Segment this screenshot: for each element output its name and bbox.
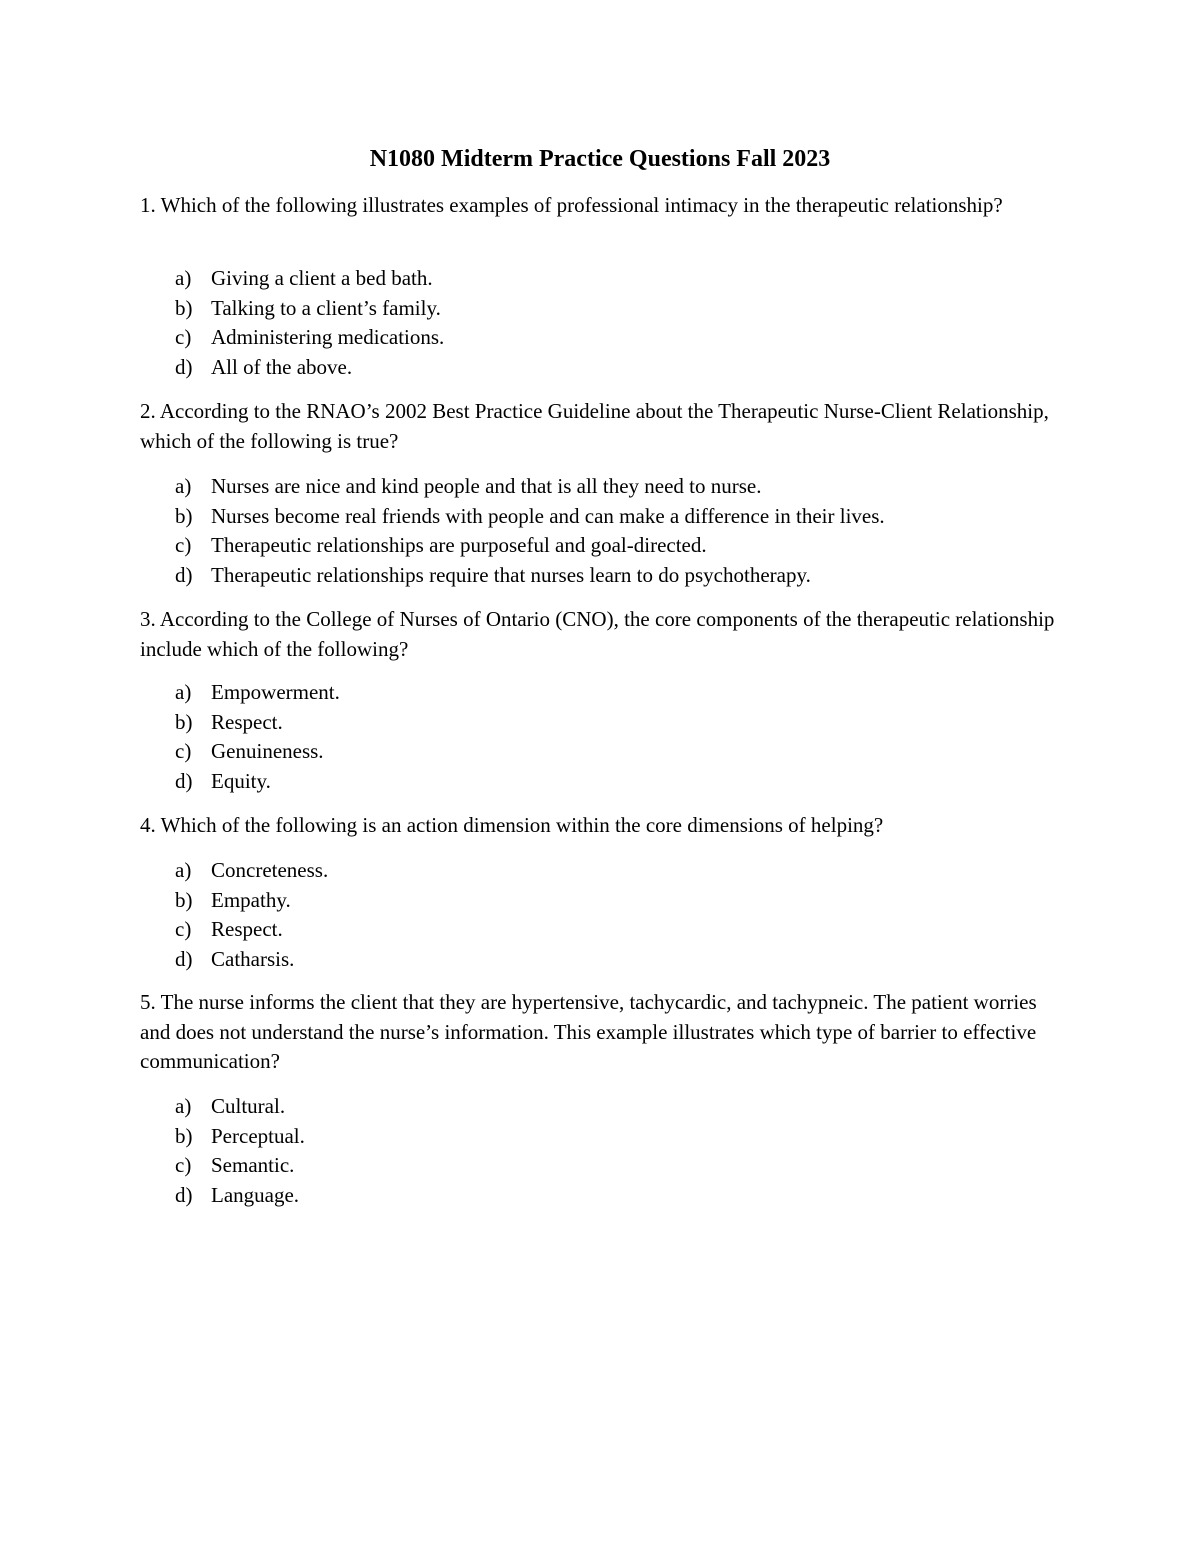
option-item	[140, 323, 1060, 353]
option-text: All of the above.	[211, 354, 353, 379]
option-text: Perceptual.	[211, 1123, 305, 1148]
option-item	[140, 1092, 1060, 1122]
option-letter: c)	[175, 533, 192, 557]
option-item	[140, 1151, 1060, 1181]
option-item	[140, 767, 1060, 797]
option-item	[140, 502, 1060, 532]
option-letter: d)	[175, 946, 193, 971]
option-item	[140, 886, 1060, 916]
option-letter: c)	[175, 325, 192, 349]
option-text: Respect.	[211, 709, 283, 734]
option-text: Equity.	[211, 768, 271, 793]
question-3-options	[140, 678, 1060, 796]
option-letter: a)	[175, 680, 192, 704]
option-letter: b)	[175, 709, 193, 734]
option-item	[140, 531, 1060, 561]
document-title: N1080 Midterm Practice Questions Fall 2023	[369, 146, 831, 172]
question-4-prompt: 4. Which of the following is an action dimension within the core dimensions of helping?	[140, 813, 884, 837]
option-letter: b)	[175, 295, 193, 320]
option-letter: a)	[175, 858, 192, 882]
option-text: Administering medications.	[211, 325, 445, 349]
option-letter: b)	[175, 1123, 193, 1148]
option-text: Talking to a client’s family.	[211, 295, 441, 320]
option-letter: a)	[175, 266, 192, 290]
option-text: Therapeutic relationships are purposeful and goal-directed.	[211, 533, 707, 557]
question-2-options	[140, 472, 1060, 590]
question-5-prompt: 5. The nurse informs the client that they are hypertensive, tachycardic, and tachypneic. The patient worries and does not understand the nurse’s information. This example illustrates which type of barrier to effective communication?	[140, 990, 1037, 1073]
option-item	[140, 353, 1060, 383]
option-item	[140, 472, 1060, 502]
option-text: Cultural.	[211, 1094, 286, 1118]
option-letter: d)	[175, 562, 193, 587]
option-letter: a)	[175, 474, 192, 498]
option-letter: c)	[175, 1153, 192, 1177]
option-text: Semantic.	[211, 1153, 295, 1177]
question-2-prompt: 2. According to the RNAO’s 2002 Best Practice Guideline about the Therapeutic Nurse-Client Relationship, which of the following is true?	[140, 399, 1049, 453]
option-text: Empathy.	[211, 887, 291, 912]
question-1-prompt: 1. Which of the following illustrates examples of professional intimacy in the therapeutic relationship?	[140, 193, 1003, 217]
option-letter: b)	[175, 887, 193, 912]
option-item	[140, 1122, 1060, 1152]
option-letter: b)	[175, 503, 193, 528]
option-text: Therapeutic relationships require that nurses learn to do psychotherapy.	[211, 562, 811, 587]
option-item	[140, 294, 1060, 324]
question-3-prompt: 3. According to the College of Nurses of Ontario (CNO), the core components of the therapeutic relationship include which of the following?	[140, 607, 1055, 661]
option-item	[140, 561, 1060, 591]
question-4-options	[140, 856, 1060, 974]
question-5-options	[140, 1092, 1060, 1210]
option-item	[140, 1181, 1060, 1211]
option-text: Respect.	[211, 917, 283, 941]
option-text: Nurses become real friends with people and can make a difference in their lives.	[211, 503, 885, 528]
option-text: Catharsis.	[211, 946, 295, 971]
option-text: Concreteness.	[211, 858, 329, 882]
option-item	[140, 856, 1060, 886]
question-1-options	[140, 264, 1060, 382]
option-item	[140, 264, 1060, 294]
option-letter: c)	[175, 739, 192, 763]
option-text: Nurses are nice and kind people and that is all they need to nurse.	[211, 474, 762, 498]
option-letter: d)	[175, 768, 193, 793]
option-letter: c)	[175, 917, 192, 941]
option-text: Genuineness.	[211, 739, 324, 763]
option-text: Language.	[211, 1182, 300, 1207]
option-item	[140, 678, 1060, 708]
option-letter: d)	[175, 1182, 193, 1207]
option-item	[140, 737, 1060, 767]
option-item	[140, 915, 1060, 945]
option-text: Giving a client a bed bath.	[211, 266, 433, 290]
option-item	[140, 945, 1060, 975]
option-item	[140, 708, 1060, 738]
option-letter: d)	[175, 354, 193, 379]
option-text: Empowerment.	[211, 680, 340, 704]
option-letter: a)	[175, 1094, 192, 1118]
